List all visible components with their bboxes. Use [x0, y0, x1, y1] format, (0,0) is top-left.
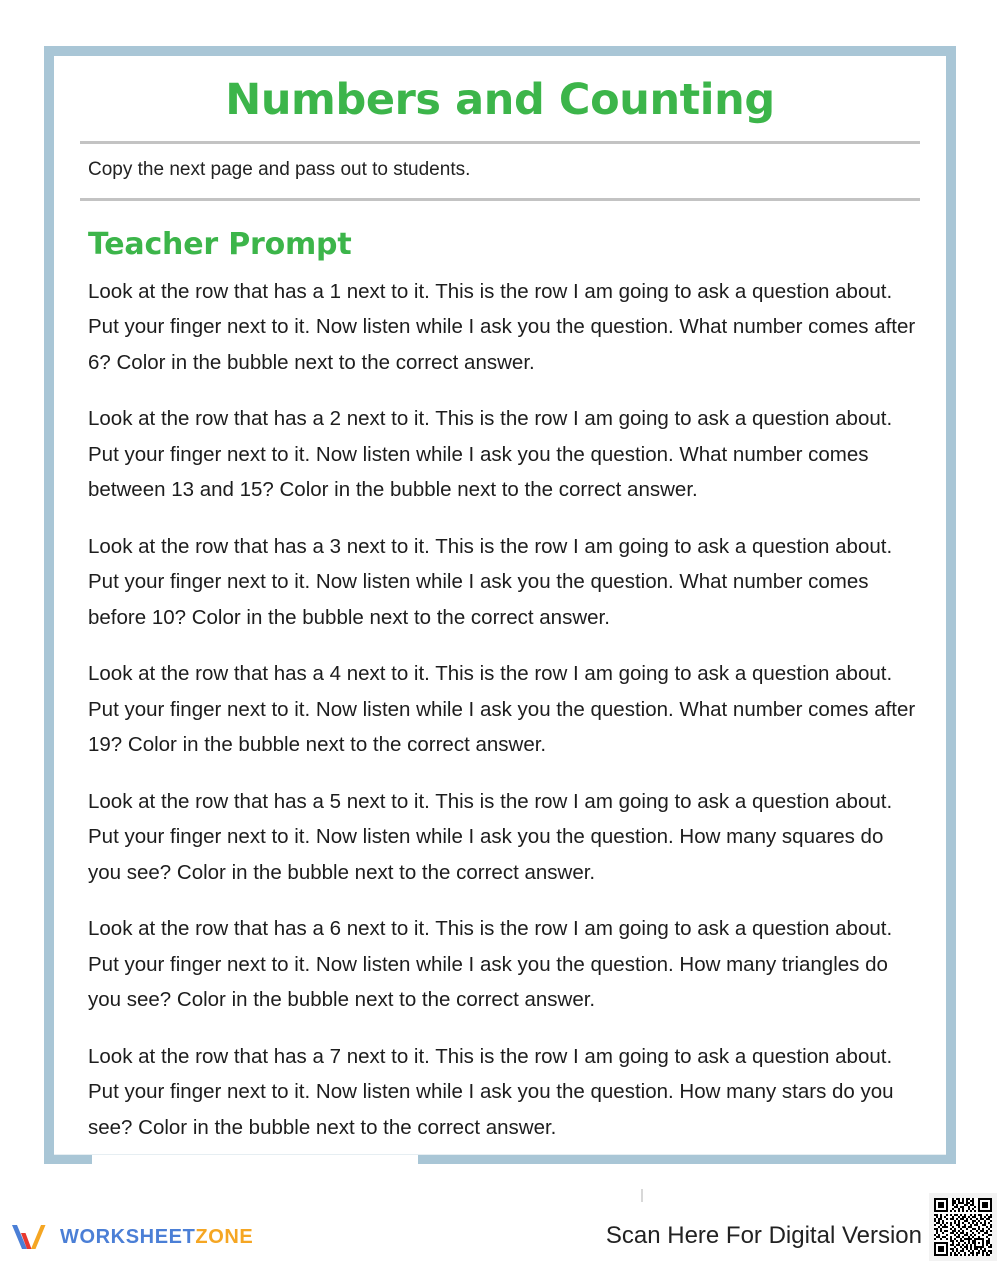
brand-w-mark-icon: [8, 1221, 54, 1253]
prompt-paragraph-5: Look at the row that has a 5 next to it. This is the row I am going to ask a question about. Put your finger next to it. Now listen while I ask you the question. How many squares do you see? Color in the bubble next to the correct answer.: [88, 789, 893, 884]
brand-name: [60, 1226, 253, 1249]
scan-instruction-text: Scan Here For Digital Version: [605, 1222, 922, 1249]
worksheet-card: [44, 46, 956, 1164]
qr-code-icon: [934, 1198, 992, 1256]
page-title: Numbers and Counting: [225, 75, 775, 125]
section-heading-teacher-prompt: Teacher Prompt: [88, 226, 352, 262]
page-footer: [0, 1180, 1000, 1263]
prompt-paragraph-3: Look at the row that has a 3 next to it. This is the row I am going to ask a question about. Put your finger next to it. Now listen while I ask you the question. What number comes before 10? Color in the bubble next to the correct answer.: [88, 534, 893, 629]
copy-instruction: Copy the next page and pass out to students.: [88, 159, 471, 181]
worksheet-zone-logo[interactable]: [8, 1220, 253, 1254]
brand-name-zone: ZONE: [195, 1225, 254, 1248]
qr-code-container[interactable]: [929, 1193, 997, 1261]
card-border-top: [44, 46, 956, 56]
card-border-bottom-hairline: [54, 1154, 946, 1155]
brand-name-worksheet: WORKSHEET: [60, 1225, 196, 1248]
prompt-paragraph-2: Look at the row that has a 2 next to it. This is the row I am going to ask a question about. Put your finger next to it. Now listen while I ask you the question. What number comes between 13 and 15? Color in the bubble next to the correct answer.: [88, 407, 893, 502]
prompt-paragraph-6: Look at the row that has a 6 next to it. This is the row I am going to ask a question about. Put your finger next to it. Now listen while I ask you the question. How many triangles do you see? Color in the bubble next to the correct answer.: [88, 917, 893, 1012]
card-border-right: [946, 46, 956, 1164]
card-border-left: [44, 46, 54, 1164]
teacher-prompt-list: [80, 262, 920, 1146]
prompt-paragraph-1: Look at the row that has a 1 next to it. This is the row I am going to ask a question about. Put your finger next to it. Now listen while I ask you the question. What number comes after 6? Color in the bubble next to the correct answer.: [88, 279, 916, 374]
card-border-bottom-right-segment: [418, 1154, 956, 1164]
prompt-paragraph-7: Look at the row that has a 7 next to it. This is the row I am going to ask a question about. Put your finger next to it. Now listen while I ask you the question. How many stars do you see? Color in the bubble next to the correct answer.: [88, 1044, 894, 1139]
worksheet-content: [54, 56, 946, 1154]
prompt-paragraph-4: Look at the row that has a 4 next to it. This is the row I am going to ask a question about. Put your finger next to it. Now listen while I ask you the question. What number comes after 19? Color in the bubble next to the correct answer.: [88, 662, 916, 757]
card-border-bottom-left-segment: [44, 1154, 92, 1164]
